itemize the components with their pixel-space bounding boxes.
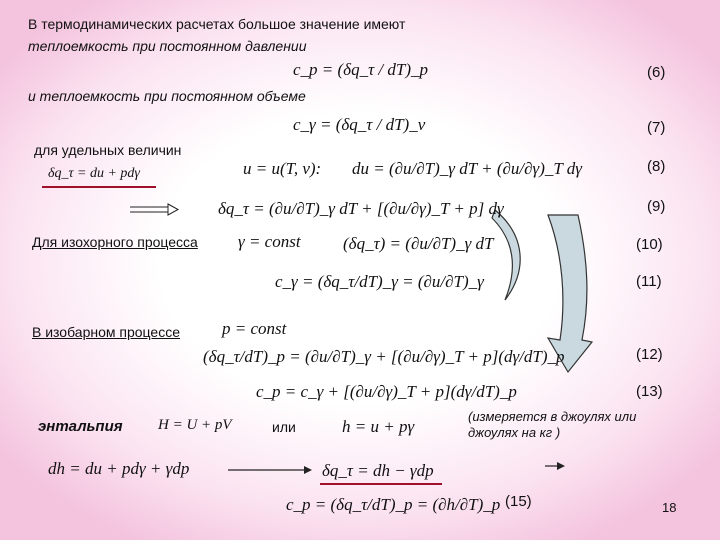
- isobaric-const: p = const: [222, 319, 287, 338]
- double-arrow-right-icon: [130, 204, 178, 215]
- specific-enthalpy: h = u + pγ: [342, 417, 415, 436]
- eq-number-9: (9): [647, 198, 666, 215]
- formula-6: c_p = (δq_τ / dT)_p: [293, 60, 429, 79]
- intro-line-3: и теплоемкость при постоянном объеме: [28, 88, 306, 104]
- enthalpy-definition: H = U + pV: [158, 417, 232, 433]
- intro-line-1: В термодинамических расчетах большое значение имеют: [28, 16, 406, 32]
- page-number: 18: [662, 500, 677, 515]
- formula-9: δq_τ = (∂u/∂T)_γ dT + [(∂u/∂γ)_T + p] dγ: [218, 199, 504, 218]
- formula-8b: du = (∂u/∂T)_γ dT + (∂u/∂γ)_T dγ: [352, 159, 582, 178]
- eq-number-15: (15): [505, 493, 532, 510]
- formula-11: c_γ = (δq_τ/dT)_γ = (∂u/∂T)_γ: [275, 272, 484, 291]
- enthalpy-label: энтальпия: [38, 418, 123, 435]
- eq-number-12: (12): [636, 346, 663, 363]
- formula-dq-h: δq_τ = dh − γdp: [322, 461, 434, 480]
- formula-7: c_γ = (δq_τ / dT)_v: [293, 115, 426, 134]
- formula-8a: u = u(T, v):: [243, 159, 322, 178]
- or-label: или: [272, 419, 296, 435]
- isobaric-label: В изобарном процессе: [32, 324, 180, 340]
- arrow-right-small-icon: [545, 462, 565, 470]
- eq-number-7: (7): [647, 119, 666, 136]
- eq-number-6: (6): [647, 64, 666, 81]
- eq-number-8: (8): [647, 158, 666, 175]
- formula-13: c_p = c_γ + [(∂u/∂γ)_T + p](dγ/dT)_p: [256, 382, 517, 401]
- units-note: (измеряется в джоулях или джоулях на кг ): [468, 409, 637, 440]
- isochoric-label: Для изохорного процесса: [32, 234, 198, 250]
- eq-number-11: (11): [636, 273, 662, 290]
- formula-10: (δq_τ) = (∂u/∂T)_γ dT: [343, 234, 494, 253]
- formula-12: (δq_τ/dT)_p = (∂u/∂T)_γ + [(∂u/∂γ)_T + p](dγ/dT)_p: [203, 347, 565, 366]
- formula-dh: dh = du + pdγ + γdp: [48, 459, 190, 478]
- isochoric-const: γ = const: [238, 232, 301, 251]
- specific-values-label: для удельных величин: [34, 142, 182, 158]
- eq-number-10: (10): [636, 236, 663, 253]
- curved-arrow-left-icon: [492, 210, 520, 300]
- formula-dq: δq_τ = du + pdγ: [48, 166, 140, 181]
- intro-line-2: теплоемкость при постоянном давлении: [28, 38, 307, 54]
- arrow-right-icon: [228, 466, 312, 474]
- formula-15: c_p = (δq_τ/dT)_p = (∂h/∂T)_p: [286, 495, 501, 514]
- eq-number-13: (13): [636, 383, 663, 400]
